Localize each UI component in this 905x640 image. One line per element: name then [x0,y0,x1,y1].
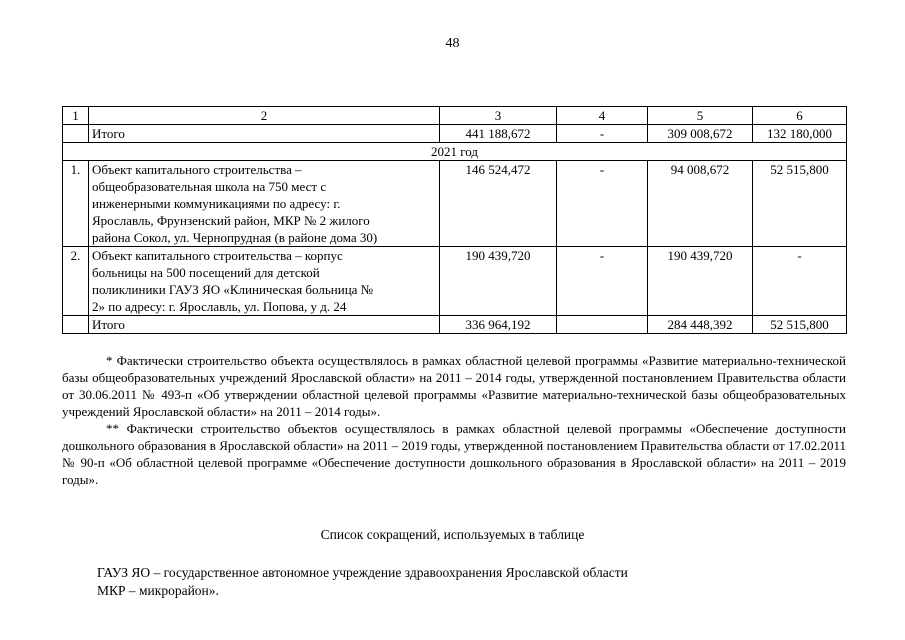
row-1-name-line: общеобразовательная школа на 750 мест с [92,179,327,194]
row-2-c5: 190 439,720 [648,247,753,316]
total-bottom-c4 [557,316,648,334]
row-2-name [89,247,440,316]
row-2-name-line: Объект капитального строительства – корпус [92,248,343,263]
total-top-num [63,125,89,143]
header-col-5: 5 [648,107,753,125]
table-row [63,247,847,316]
row-1-name-line: инженерными коммуникациями по адресу: г. [92,196,341,211]
row-2-name-line: 2» по адресу: г. Ярославль, ул. Попова, у д. 24 [92,299,347,314]
total-bottom-num [63,316,89,334]
total-top-c4: - [557,125,648,143]
section-row [63,143,847,161]
total-bottom-label: Итого [89,316,440,334]
footnotes [62,352,846,488]
header-col-1: 1 [63,107,89,125]
footnote-1: * Фактически строительство объекта осуществлялось в рамках областной целевой программы «Развитие материально-технической базы общеобразовательных учреждений Ярославской области» на 2011 – 2014 годы, утвержденной постановлением Правительства области от 30.06.2011 № 493-п «Об утверждении областной целевой программы «Развитие материально-технической базы общеобразовательных учреждений Ярославской области» на 2011 – 2014 годы». [62,353,846,419]
row-1-c3: 146 524,472 [440,161,557,247]
total-bottom-c6: 52 515,800 [753,316,847,334]
row-1-name [89,161,440,247]
total-row-top [63,125,847,143]
section-title: 2021 год [63,143,847,161]
row-1-name-line: Объект капитального строительства – [92,162,302,177]
abbreviation-item: ГАУЗ ЯО – государственное автономное учреждение здравоохранения Ярославской области [97,565,628,580]
row-1-name-line: района Сокол, ул. Чернопрудная (в районе дома 30) [92,230,378,245]
row-2-name-line: поликлиники ГАУЗ ЯО «Клиническая больница № [92,282,374,297]
total-bottom-c5: 284 448,392 [648,316,753,334]
row-2-c3: 190 439,720 [440,247,557,316]
footnote-2: ** Фактически строительство объектов осуществлялось в рамках областной целевой программы «Обеспечение доступности дошкольного образования в Ярославской области» на 2011 – 2019 годы, утвержденной постановлением Правительства области от 17.02.2011 № 90-п «Об областной целевой программе «Обеспечение доступности дошкольного образования в Ярославской области» на 2011 – 2019 годы». [62,421,846,487]
page-number: 48 [445,36,460,51]
abbreviations-title: Список сокращений, используемых в таблице [320,527,585,542]
row-1-c6: 52 515,800 [753,161,847,247]
row-1-num: 1. [63,161,89,247]
total-top-c3: 441 188,672 [440,125,557,143]
budget-table [62,106,847,334]
row-2-num: 2. [63,247,89,316]
row-1-c5: 94 008,672 [648,161,753,247]
header-col-4: 4 [557,107,648,125]
row-2-c4: - [557,247,648,316]
row-2-name-line: больницы на 500 посещений для детской [92,265,320,280]
header-col-3: 3 [440,107,557,125]
row-1-name-line: Ярославль, Фрунзенский район, МКР № 2 жилого [92,213,370,228]
table-header-row [63,107,847,125]
total-top-c5: 309 008,672 [648,125,753,143]
row-1-c4: - [557,161,648,247]
total-top-c6: 132 180,000 [753,125,847,143]
abbreviation-item: МКР – микрорайон». [97,583,219,598]
abbreviations-list [97,564,628,600]
total-row-bottom [63,316,847,334]
header-col-2: 2 [89,107,440,125]
total-bottom-c3: 336 964,192 [440,316,557,334]
row-2-c6: - [753,247,847,316]
total-top-label: Итого [89,125,440,143]
table-row [63,161,847,247]
header-col-6: 6 [753,107,847,125]
